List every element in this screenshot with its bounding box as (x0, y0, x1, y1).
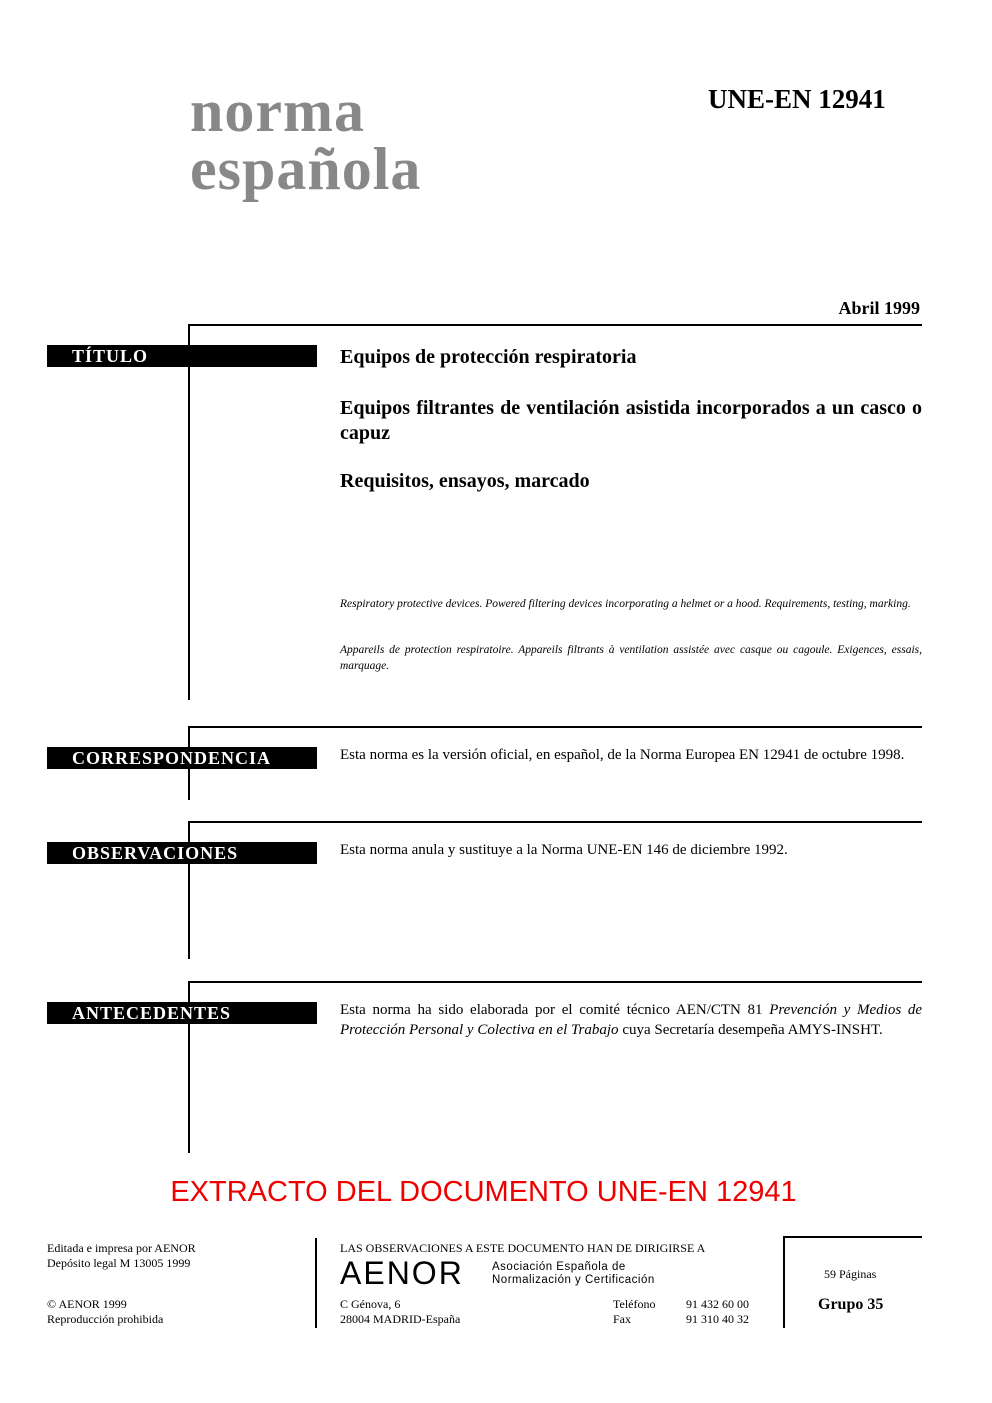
contact-values (686, 1297, 749, 1327)
aenor-org-name (492, 1261, 655, 1287)
reproduction-notice: Reproducción prohibida (47, 1312, 164, 1326)
pages-box-top (783, 1236, 922, 1238)
antecedentes-text-part1: Esta norma ha sido elaborada por el comité técnico AEN/CTN 81 (340, 1002, 770, 1018)
edited-by: Editada e impresa por AENOR (47, 1241, 196, 1255)
antecedentes-text-part2: cuya Secretaría desempeña AMYS-INSHT. (618, 1022, 883, 1038)
fax-label: Fax (613, 1312, 631, 1326)
correspondencia-text: Esta norma es la versión oficial, en español, de la Norma Europea EN 12941 de octubre 1998. (340, 747, 905, 763)
org-line-1: Asociación Española de (492, 1261, 626, 1273)
label-antecedentes: ANTECEDENTES (47, 1002, 317, 1024)
divider (188, 981, 922, 983)
fax-number: 91 310 40 32 (686, 1312, 749, 1326)
title-french: Appareils de protection respiratoire. Appareils filtrants à ventilation assistée avec casque ou cagoule. Exigences, essais, marquage. (340, 644, 922, 672)
label-observaciones: OBSERVACIONES (47, 842, 317, 864)
title-english: Respiratory protective devices. Powered filtering devices incorporating a helmet or a hood. Requirements, testing, marking. (340, 598, 911, 610)
committee-name: Prevención y Medios de Protección Personal y Colectiva en el Trabajo (340, 1002, 922, 1038)
title-main: Equipos de protección respiratoria (340, 346, 637, 368)
pages-box-rule (783, 1236, 785, 1328)
org-line-2: Normalización y Certificación (492, 1274, 655, 1286)
footer-edition (47, 1241, 196, 1271)
observations-note: LAS OBSERVACIONES A ESTE DOCUMENTO HAN DE DIRIGIRSE A (340, 1241, 706, 1255)
copyright: © AENOR 1999 (47, 1297, 127, 1311)
contact-labels (613, 1297, 655, 1327)
address (340, 1297, 460, 1327)
antecedentes-text (340, 1000, 922, 1040)
legal-deposit: Depósito legal M 13005 1999 (47, 1256, 191, 1270)
phone-number: 91 432 60 00 (686, 1297, 749, 1311)
publication-date: Abril 1999 (838, 298, 920, 318)
address-line-1: C Génova, 6 (340, 1297, 401, 1311)
footer-rule (315, 1238, 317, 1328)
observaciones-text: Esta norma anula y sustituye a la Norma UNE-EN 146 de diciembre 1992. (340, 842, 788, 858)
label-titulo: TÍTULO (47, 345, 317, 367)
divider (188, 324, 922, 326)
divider (188, 821, 922, 823)
brand-line-2: española (190, 136, 422, 202)
brand-title (190, 78, 422, 202)
label-correspondencia: CORRESPONDENCIA (47, 747, 317, 769)
standard-code: UNE-EN 12941 (708, 84, 886, 114)
title-scope: Requisitos, ensayos, marcado (340, 470, 590, 492)
divider (188, 726, 922, 728)
extract-notice: EXTRACTO DEL DOCUMENTO UNE-EN 12941 (170, 1176, 797, 1208)
title-sub: Equipos filtrantes de ventilación asistida incorporados a un casco o capuz (340, 397, 922, 444)
section-rule (188, 324, 190, 700)
address-line-2: 28004 MADRID-España (340, 1312, 461, 1326)
price-group: Grupo 35 (818, 1296, 884, 1313)
footer-copyright (47, 1297, 163, 1327)
phone-label: Teléfono (613, 1297, 656, 1311)
page-count: 59 Páginas (824, 1267, 877, 1281)
aenor-logo: AENOR (340, 1255, 464, 1291)
brand-line-1: norma (190, 78, 365, 144)
